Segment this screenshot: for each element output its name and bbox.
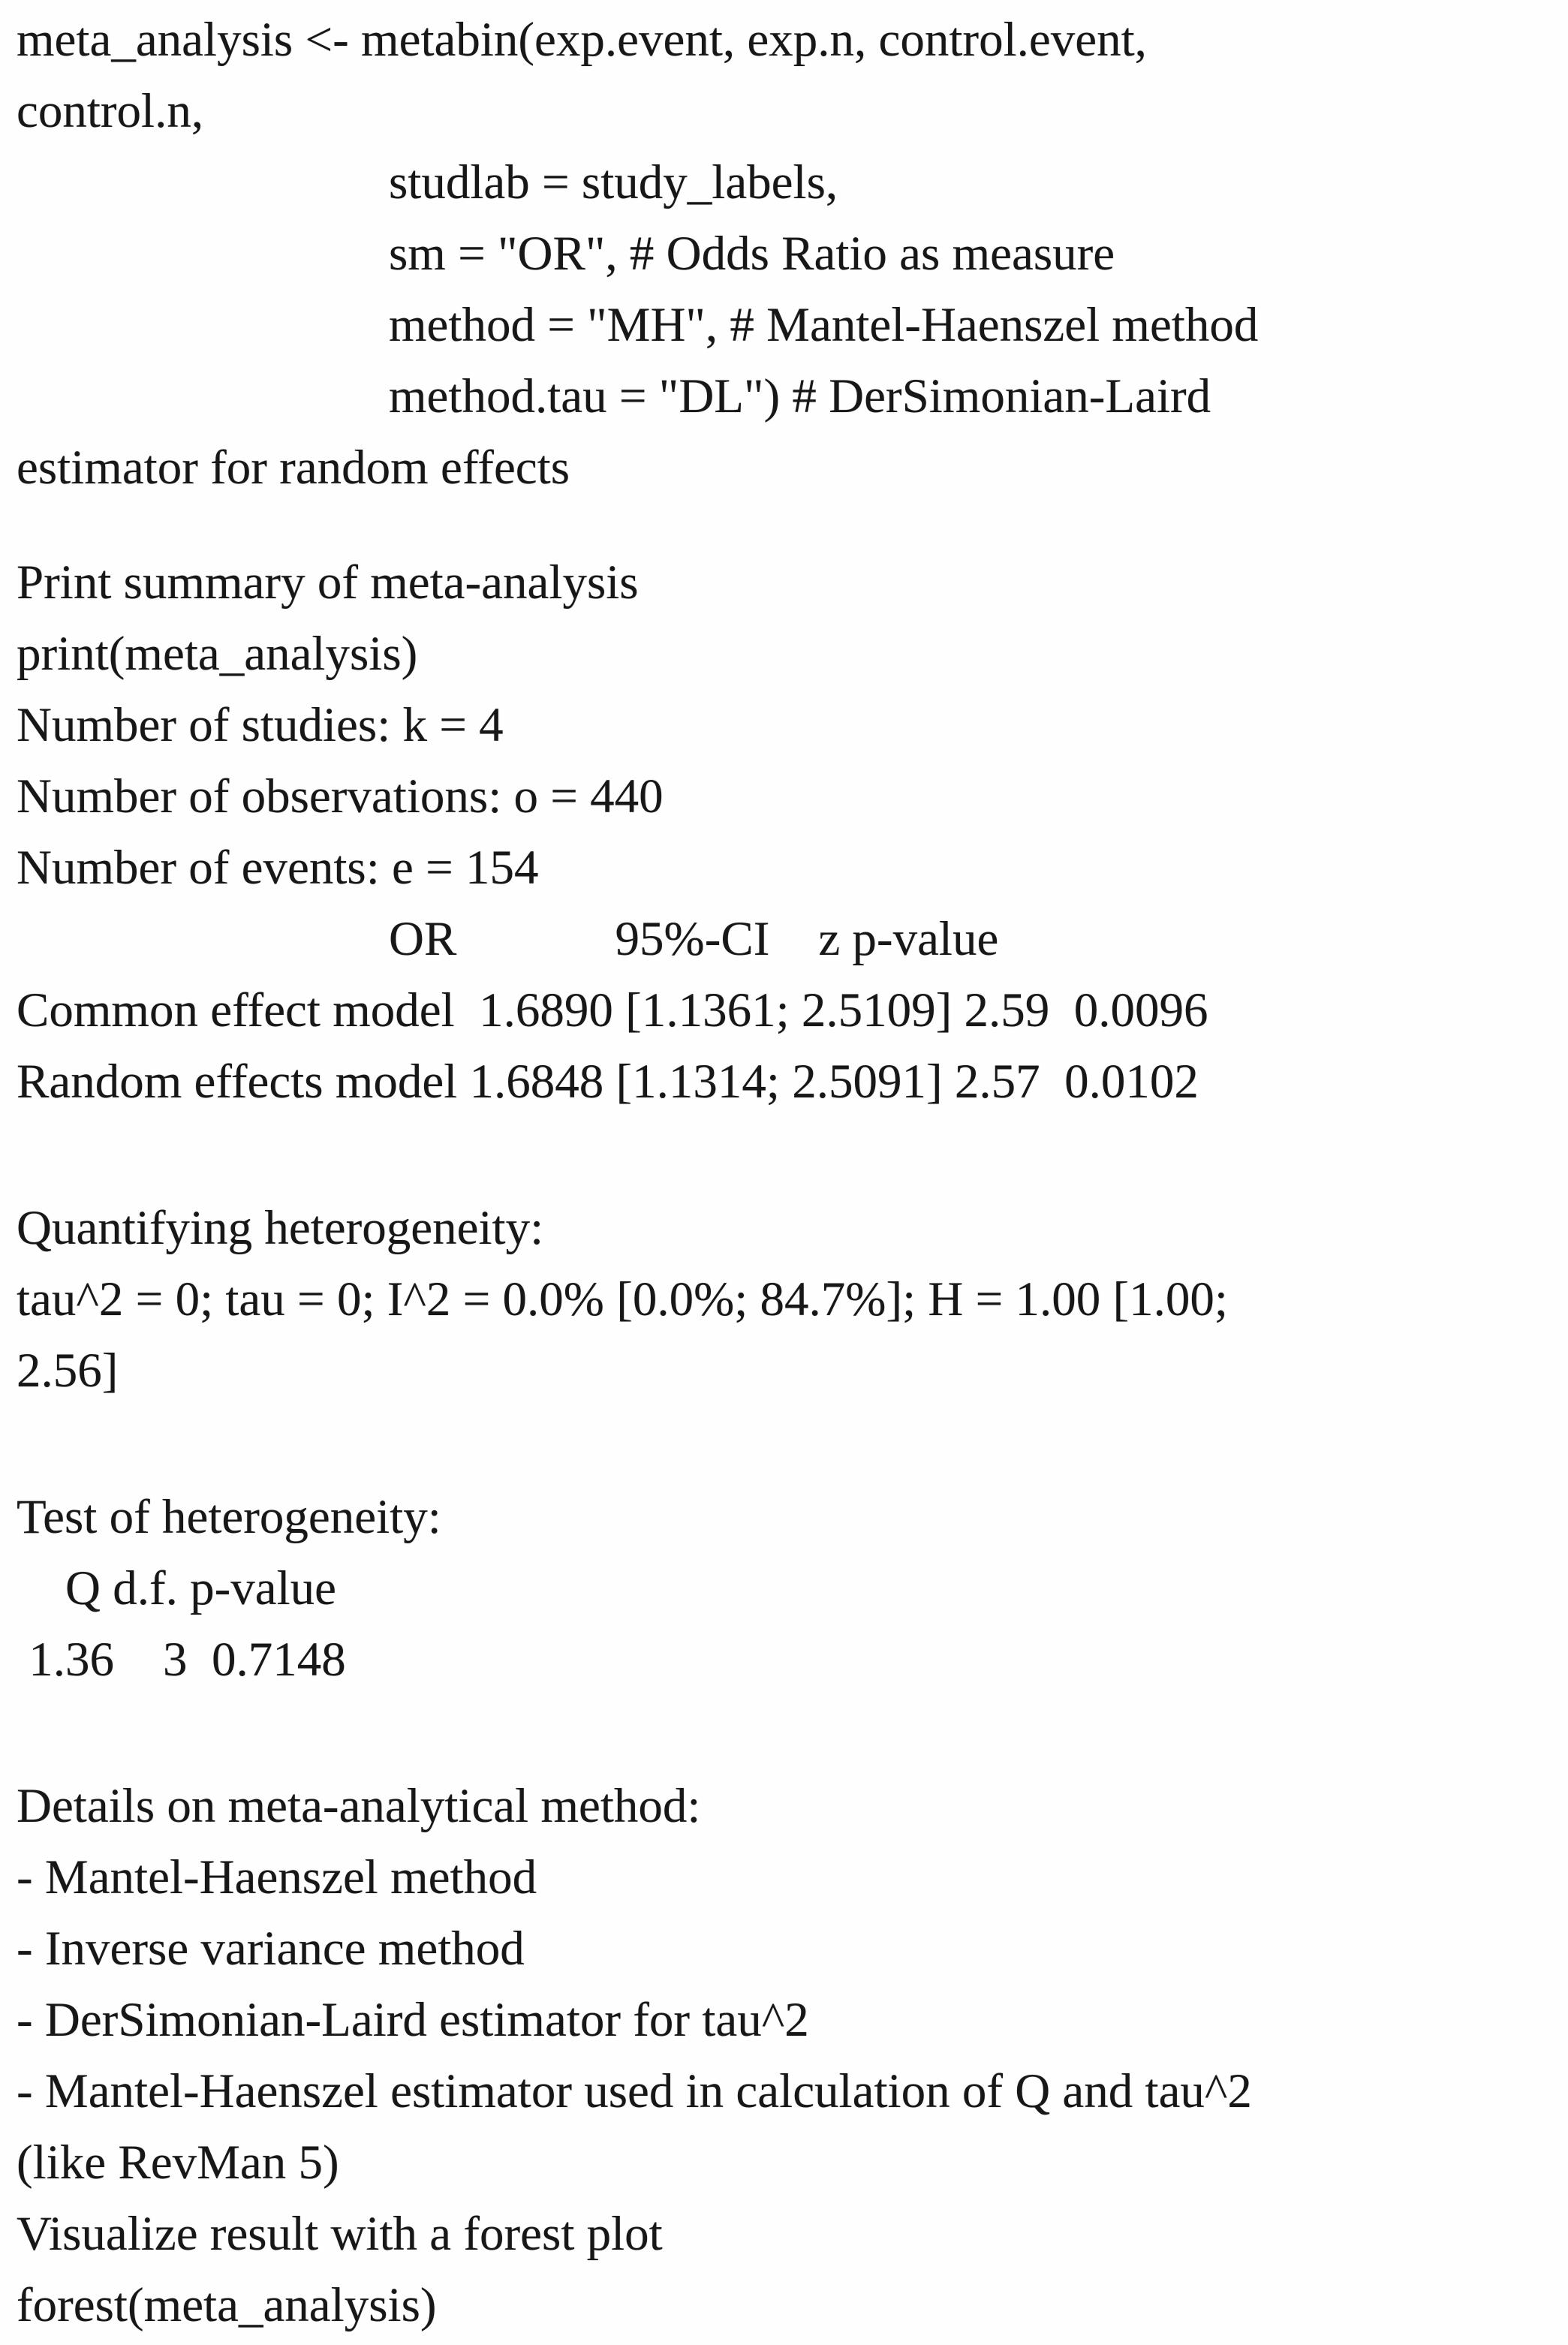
heterogeneity-block bbox=[17, 1193, 1562, 1407]
common-effect-row: Common effect model 1.6890 [1.1361; 2.5109] 2.59 0.0096 bbox=[17, 983, 1208, 1037]
detail-item-mantel-haenszel: - Mantel-Haenszel method bbox=[17, 1850, 537, 1904]
heterogeneity-stats-cont: 2.56] bbox=[17, 1344, 119, 1398]
forest-command: forest(meta_analysis) bbox=[17, 2278, 437, 2332]
heterogeneity-heading: Quantifying heterogeneity: bbox=[17, 1201, 544, 1255]
code-arg-studlab: studlab = study_labels, bbox=[389, 155, 838, 209]
het-test-columns: Q d.f. p-value bbox=[17, 1561, 336, 1615]
num-events: Number of events: e = 154 bbox=[17, 841, 539, 895]
het-test-values: 1.36 3 0.7148 bbox=[17, 1633, 346, 1687]
print-command: print(meta_analysis) bbox=[17, 627, 418, 681]
forest-note: Visualize result with a forest plot bbox=[17, 2207, 663, 2261]
code-line-1: meta_analysis <- metabin(exp.event, exp.n, control.event, bbox=[17, 13, 1147, 67]
detail-item-mh-estimator: - Mantel-Haenszel estimator used in calculation of Q and tau^2 bbox=[17, 2064, 1252, 2118]
summary-heading: Print summary of meta-analysis bbox=[17, 555, 639, 610]
detail-item-inverse-variance: - Inverse variance method bbox=[17, 1922, 525, 1976]
detail-item-revman: (like RevMan 5) bbox=[17, 2136, 339, 2190]
code-line-continuation: estimator for random effects bbox=[17, 441, 570, 495]
het-test-heading: Test of heterogeneity: bbox=[17, 1490, 441, 1544]
num-observations: Number of observations: o = 440 bbox=[17, 769, 664, 823]
code-block bbox=[17, 5, 1562, 504]
random-effects-row: Random effects model 1.6848 [1.1314; 2.5091] 2.57 0.0102 bbox=[17, 1055, 1199, 1109]
detail-item-dersimonian-laird: - DerSimonian-Laird estimator for tau^2 bbox=[17, 1993, 809, 2047]
code-arg-sm: sm = "OR", # Odds Ratio as measure bbox=[389, 227, 1115, 281]
heterogeneity-stats: tau^2 = 0; tau = 0; I^2 = 0.0% [0.0%; 84.7%]; H = 1.00 [1.00; bbox=[17, 1272, 1228, 1326]
summary-block bbox=[17, 547, 1562, 1118]
details-block bbox=[17, 1771, 1562, 2341]
details-heading: Details on meta-analytical method: bbox=[17, 1779, 701, 1833]
code-arg-method-tau: method.tau = "DL") # DerSimonian-Laird bbox=[389, 369, 1211, 423]
num-studies: Number of studies: k = 4 bbox=[17, 698, 504, 752]
code-arg-method: method = "MH", # Mantel-Haenszel method bbox=[389, 298, 1259, 352]
results-table-header: OR 95%-CI z p-value bbox=[389, 912, 999, 966]
code-line-2: control.n, bbox=[17, 84, 204, 138]
het-test-block bbox=[17, 1482, 1562, 1696]
